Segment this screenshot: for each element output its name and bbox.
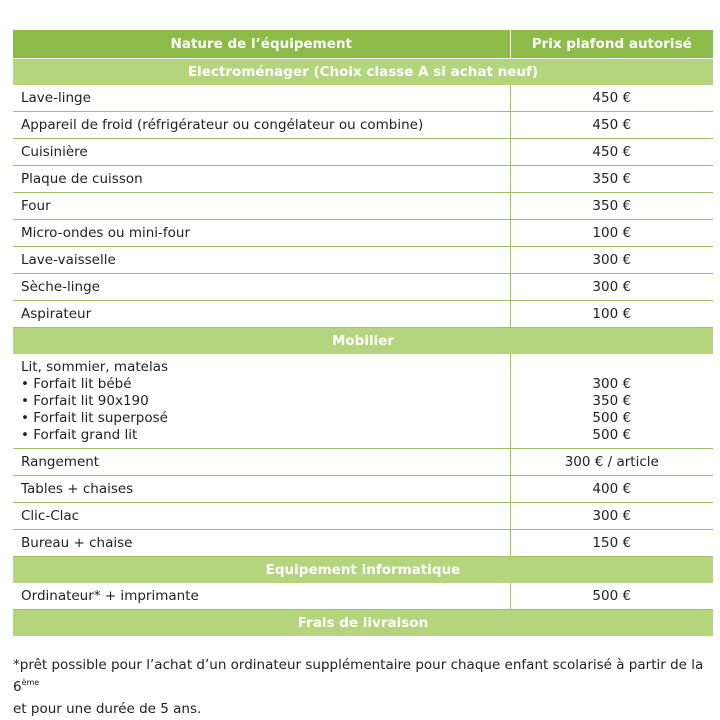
section-electromenager <box>13 59 713 86</box>
lit-price: 500 € <box>592 410 632 426</box>
table-row <box>13 247 713 274</box>
row-price <box>510 354 713 449</box>
row-price: 450 € <box>510 139 713 166</box>
row-name: Lave-linge <box>13 85 510 112</box>
row-price: 100 € <box>510 220 713 247</box>
row-name: Lave-vaisselle <box>13 247 510 274</box>
row-price: 350 € <box>510 166 713 193</box>
row-name: Ordinateur* + imprimante <box>13 583 510 610</box>
lit-label: Lit, sommier, matelas <box>21 359 169 375</box>
row-name: Cuisinière <box>13 139 510 166</box>
table-row <box>13 530 713 557</box>
table-row <box>13 583 713 610</box>
section-informatique <box>13 557 713 584</box>
row-price: 300 € <box>510 274 713 301</box>
table-row <box>13 301 713 328</box>
footnote <box>13 654 718 720</box>
row-name: Tables + chaises <box>13 476 510 503</box>
row-price: 300 € <box>510 247 713 274</box>
row-name: Rangement <box>13 449 510 476</box>
table-row <box>13 193 713 220</box>
row-name: Aspirateur <box>13 301 510 328</box>
table-row <box>13 166 713 193</box>
row-name: Micro-ondes ou mini-four <box>13 220 510 247</box>
footnote-sup: ème <box>21 678 40 687</box>
lit-price: 500 € <box>592 427 632 443</box>
header-nature: Nature de l’équipement <box>13 30 510 59</box>
table-row <box>13 112 713 139</box>
lit-item: • Forfait grand lit <box>21 427 138 443</box>
row-price: 350 € <box>510 193 713 220</box>
row-price: 450 € <box>510 85 713 112</box>
row-name: Clic-Clac <box>13 503 510 530</box>
equipment-price-table <box>13 30 713 636</box>
row-price: 300 € / article <box>510 449 713 476</box>
row-price: 300 € <box>510 503 713 530</box>
table-row <box>13 85 713 112</box>
row-price: 500 € <box>510 583 713 610</box>
lit-item: • Forfait lit superposé <box>21 410 168 426</box>
section-title: Frais de livraison <box>13 610 713 637</box>
table-row-lit <box>13 354 713 449</box>
section-title: Equipement informatique <box>13 557 713 584</box>
table-row <box>13 220 713 247</box>
section-livraison <box>13 610 713 637</box>
row-price: 400 € <box>510 476 713 503</box>
table-row <box>13 139 713 166</box>
lit-item: • Forfait lit 90x190 <box>21 393 149 409</box>
lit-item: • Forfait lit bébé <box>21 376 132 392</box>
row-price: 100 € <box>510 301 713 328</box>
table-row <box>13 274 713 301</box>
header-price: Prix plafond autorisé <box>510 30 713 59</box>
table-row <box>13 503 713 530</box>
row-price: 450 € <box>510 112 713 139</box>
lit-price: 300 € <box>592 376 632 392</box>
section-title: Mobilier <box>13 328 713 355</box>
table-header <box>13 30 713 59</box>
lit-price: 350 € <box>592 393 632 409</box>
row-name: Bureau + chaise <box>13 530 510 557</box>
row-name: Four <box>13 193 510 220</box>
table-row <box>13 449 713 476</box>
row-name: Sèche-linge <box>13 274 510 301</box>
section-mobilier <box>13 328 713 355</box>
row-name: Plaque de cuisson <box>13 166 510 193</box>
row-name: Appareil de froid (réfrigérateur ou congélateur ou combine) <box>13 112 510 139</box>
section-title: Electroménager (Choix classe A si achat neuf) <box>13 59 713 86</box>
footnote-line2: et pour une durée de 5 ans. <box>13 701 202 717</box>
row-name <box>13 354 510 449</box>
table-row <box>13 476 713 503</box>
footnote-line1: *prêt possible pour l’achat d’un ordinateur supplémentaire pour chaque enfant scolarisé à partir de la 6 <box>13 657 704 695</box>
row-price: 150 € <box>510 530 713 557</box>
